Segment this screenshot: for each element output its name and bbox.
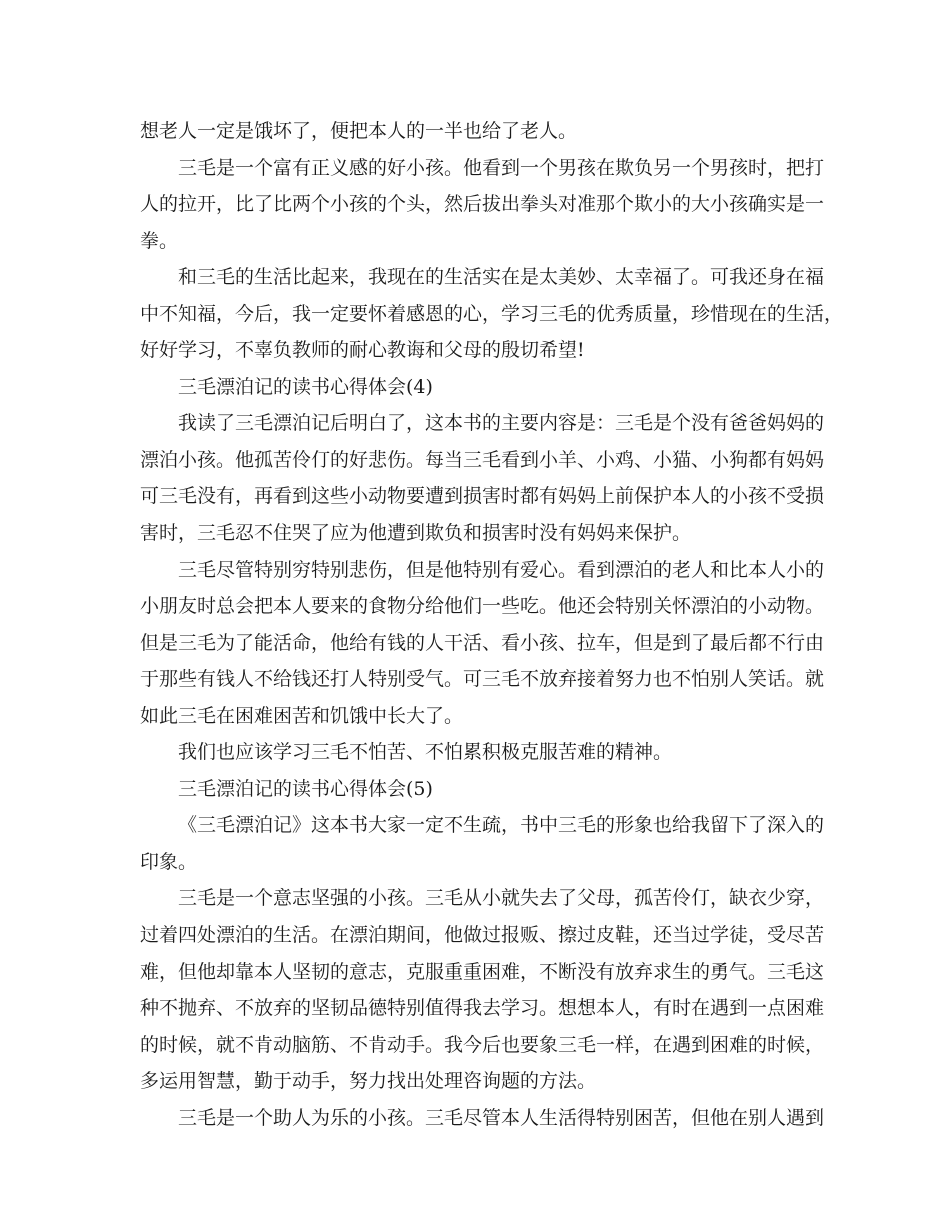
text-line: 多运用智慧，勤于动手，努力找出处理咨询题的方法。 — [140, 1070, 597, 1093]
text-line: 可三毛没有，再看到这些小动物要遭到损害时都有妈妈上前保护本人的小孩不受损 — [140, 485, 825, 508]
section-heading: 三毛漂泊记的读书心得体会(4) — [178, 375, 433, 398]
text-line: 三毛是一个富有正义感的好小孩。他看到一个男孩在欺负另一个男孩时，把打 — [178, 156, 825, 179]
text-line: 的时候，就不肯动脑筋、不肯动手。我今后也要象三毛一样，在遇到困难的时候， — [140, 1033, 825, 1056]
text-line: 我读了三毛漂泊记后明白了，这本书的主要内容是：三毛是个没有爸爸妈妈的 — [178, 412, 825, 435]
text-line: 三毛是一个助人为乐的小孩。三毛尽管本人生活得特别困苦，但他在别人遇到 — [178, 1106, 825, 1129]
text-line: 难，但他却靠本人坚韧的意志，克服重重困难，不断没有放弃求生的勇气。三毛这 — [140, 960, 825, 983]
text-line: 人的拉开，比了比两个小孩的个头，然后拔出拳头对准那个欺小的大小孩确实是一 — [140, 193, 825, 216]
text-line: 于那些有钱人不给钱还打人特别受气。可三毛不放弃接着努力也不怕别人笑话。就 — [140, 668, 825, 691]
text-line: 印象。 — [140, 850, 198, 873]
text-line: 种不抛弃、不放弃的坚韧品德特别值得我去学习。想想本人，有时在遇到一点困难 — [140, 997, 825, 1020]
text-line: 拳。 — [140, 229, 179, 252]
text-line: 想老人一定是饿坏了，便把本人的一半也给了老人。 — [140, 120, 578, 142]
text-line: 我们也应该学习三毛不怕苦、不怕累积极克服苦难的精神。 — [178, 741, 673, 764]
text-line: 但是三毛为了能活命，他给有钱的人干活、看小孩、拉车，但是到了最后都不行由 — [140, 631, 825, 654]
text-line: 好好学习，不辜负教师的耐心教诲和父母的殷切希望! — [140, 339, 585, 362]
text-line: 害时，三毛忍不住哭了应为他遭到欺负和损害时没有妈妈来保护。 — [140, 522, 692, 545]
text-line: 漂泊小孩。他孤苦伶仃的好悲伤。每当三毛看到小羊、小鸡、小猫、小狗都有妈妈 — [140, 448, 825, 471]
text-line: 过着四处漂泊的生活。在漂泊期间，他做过报贩、擦过皮鞋，还当过学徒，受尽苦 — [140, 924, 825, 947]
text-line: 三毛是一个意志坚强的小孩。三毛从小就失去了父母，孤苦伶仃，缺衣少穿， — [178, 887, 825, 910]
text-line: 《三毛漂泊记》这本书大家一定不生疏，书中三毛的形象也给我留下了深入的 — [178, 814, 825, 837]
section-heading: 三毛漂泊记的读书心得体会(5) — [178, 777, 433, 800]
text-line: 小朋友时总会把本人要来的食物分给他们一些吃。他还会特别关怀漂泊的小动物。 — [140, 595, 825, 618]
text-line: 如此三毛在困难困苦和饥饿中长大了。 — [140, 704, 464, 727]
text-line: 和三毛的生活比起来，我现在的生活实在是太美妙、太幸福了。可我还身在福 — [178, 266, 825, 289]
document-body — [140, 113, 844, 1136]
text-line: 三毛尽管特别穷特别悲伤，但是他特别有爱心。看到漂泊的老人和比本人小的 — [178, 558, 825, 581]
text-line: 中不知福，今后，我一定要怀着感恩的心，学习三毛的优秀质量，珍惜现在的生活， — [140, 302, 844, 325]
